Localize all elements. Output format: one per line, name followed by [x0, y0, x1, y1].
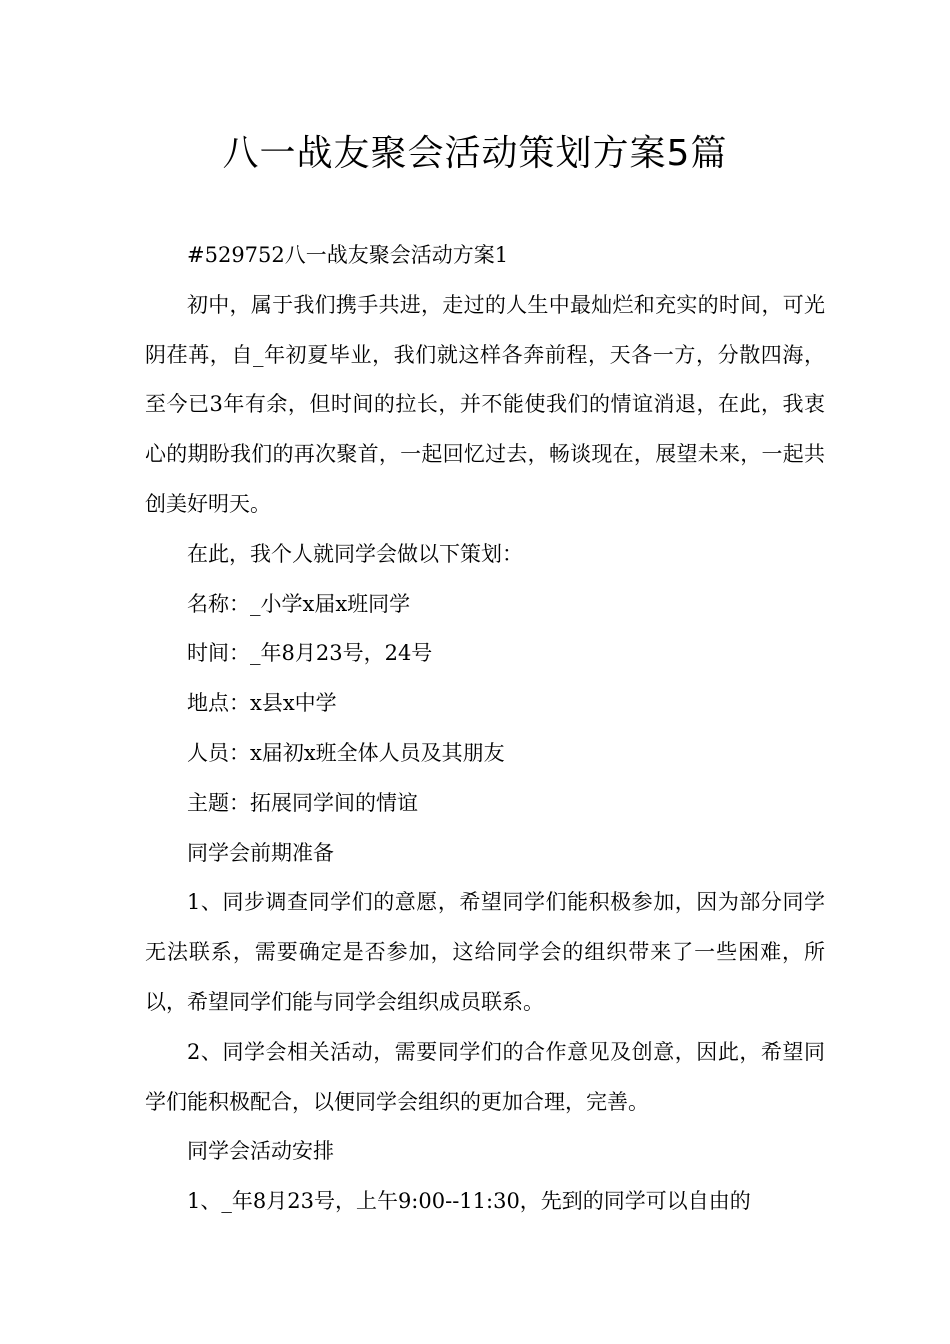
paragraph-preparation-1: 1、同步调查同学们的意愿，希望同学们能积极参加，因为部分同学无法联系，需要确定是否参加，这给同学会的组织带来了一些困难，所以，希望同学们能与同学会组织成员联系。 — [145, 890, 825, 1014]
paragraph-people: 人员：x届初x班全体人员及其朋友 — [187, 740, 505, 765]
paragraph-name: 名称：_小学x届x班同学 — [187, 591, 411, 616]
paragraph-time: 时间：_年8月23号，24号 — [187, 641, 433, 666]
paragraph-intro: 初中，属于我们携手共进，走过的人生中最灿烂和充实的时间，可光阴荏苒，自_年初夏毕业，我们就这样各奔前程，天各一方，分散四海，至今已3年有余，但时间的拉长，并不能使我们的情谊消退，在此，我衷心的期盼我们的再次聚首，一起回忆过去，畅谈现在，展望未来，一起共创美好明天。 — [145, 292, 825, 516]
document-body — [145, 231, 825, 1227]
paragraph-preparation-2: 2、同学会相关活动，需要同学们的合作意见及创意，因此，希望同学们能积极配合，以便同学会组织的更加合理，完善。 — [145, 1039, 825, 1114]
paragraph-theme: 主题：拓展同学间的情谊 — [187, 790, 418, 815]
paragraph-schedule-1: 1、_年8月23号，上午9:00--11:30，先到的同学可以自由的 — [187, 1189, 751, 1214]
paragraph-section-preparation: 同学会前期准备 — [187, 840, 334, 865]
paragraph-section-schedule: 同学会活动安排 — [187, 1139, 334, 1164]
document-title: 八一战友聚会活动策划方案5篇 — [222, 133, 728, 174]
paragraph-location: 地点：x县x中学 — [187, 691, 337, 716]
paragraph-heading-plan-1: #529752八一战友聚会活动方案1 — [187, 243, 509, 267]
paragraph-plan-lead: 在此，我个人就同学会做以下策划： — [187, 541, 523, 566]
